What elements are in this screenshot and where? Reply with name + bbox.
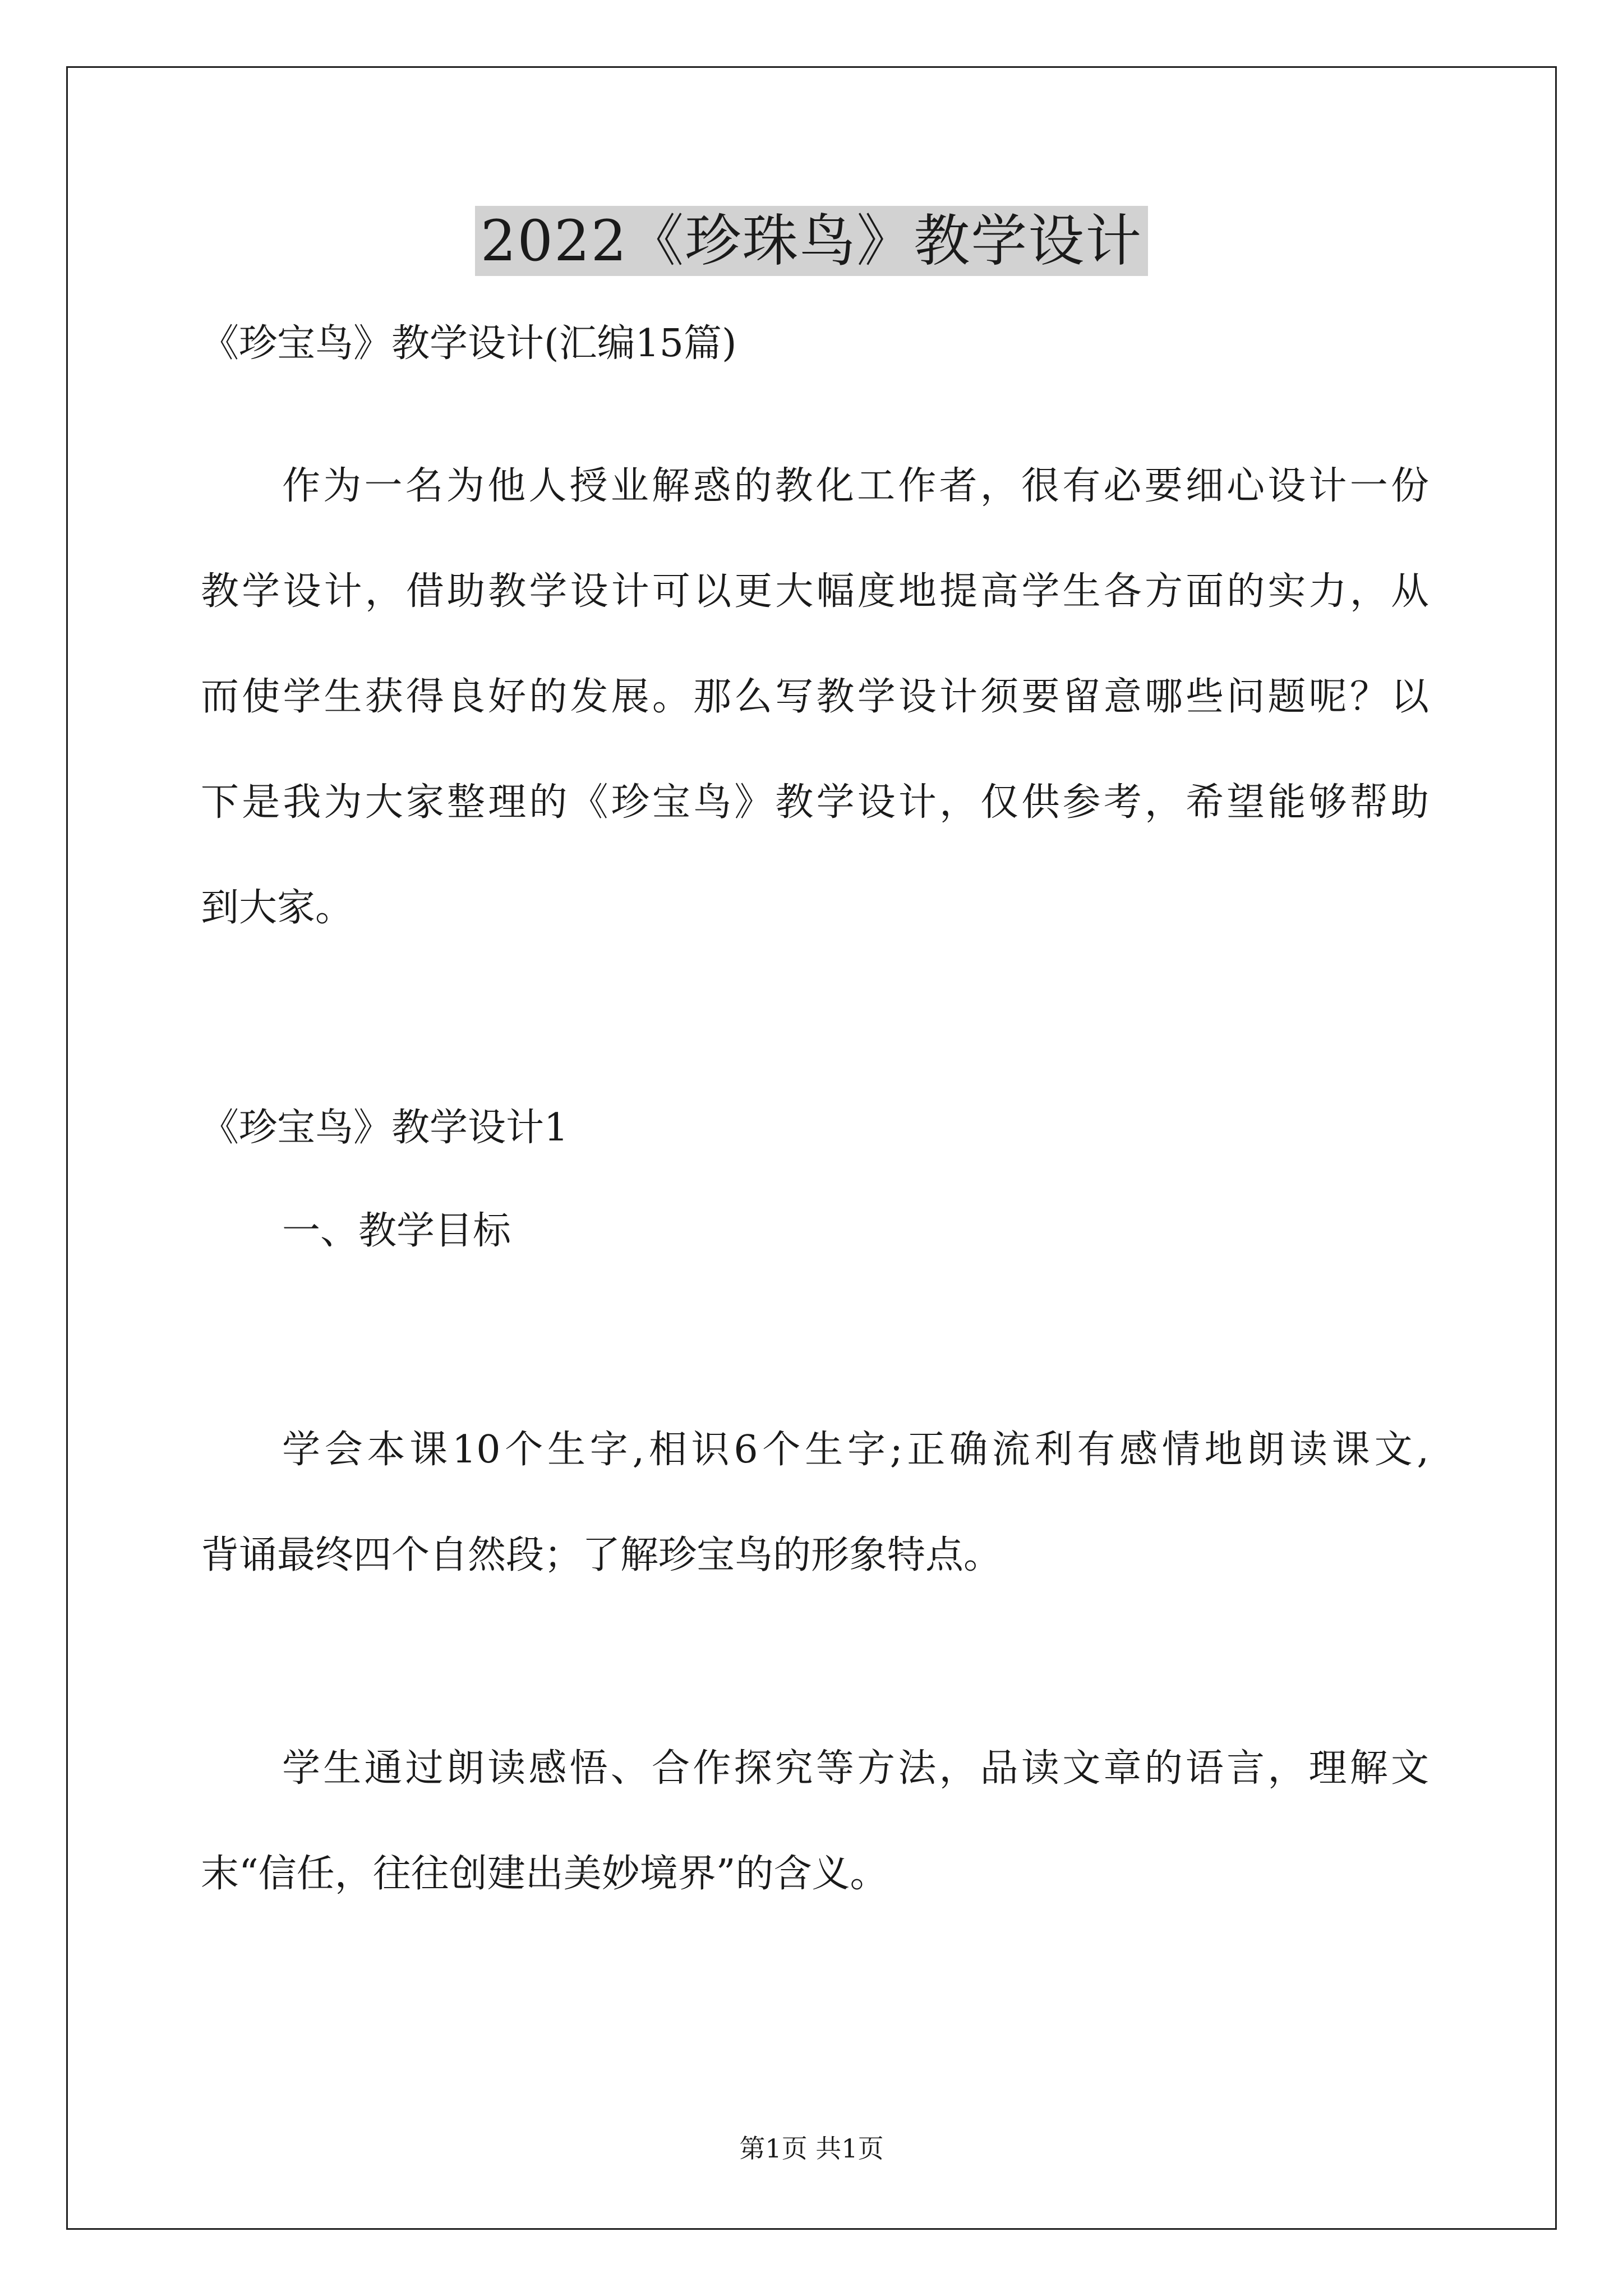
goal2-line-2: 末“信任，往往创建出美妙境界”的含义。 (201, 1852, 888, 1896)
intro-line-4: 下是我为大家整理的《珍宝鸟》教学设计，仅供参考，希望能够帮助 (201, 780, 1429, 825)
document-title-text: 2022《珍珠鸟》教学设计 (475, 206, 1149, 276)
document-subtitle: 《珍宝鸟》教学设计(汇编15篇) (201, 321, 737, 366)
intro-line-5: 到大家。 (201, 886, 354, 930)
intro-line-2: 教学设计，借助教学设计可以更大幅度地提高学生各方面的实力，从 (201, 569, 1429, 614)
intro-line-1: 作为一名为他人授业解惑的教化工作者，很有必要细心设计一份 (282, 464, 1429, 508)
page-footer: 第1页 共1页 (739, 2133, 884, 2164)
goal1-line-2: 背诵最终四个自然段；了解珍宝鸟的形象特点。 (201, 1533, 1002, 1577)
goal2-line-1: 学生通过朗读感悟、合作探究等方法，品读文章的语言，理解文 (282, 1746, 1429, 1791)
intro-line-3: 而使学生获得良好的发展。那么写教学设计须要留意哪些问题呢？以 (201, 675, 1429, 719)
document-title (0, 202, 1623, 280)
subsection-heading: 一、教学目标 (282, 1209, 511, 1253)
goal1-line-1: 学会本课10个生字,相识6个生字;正确流利有感情地朗读课文, (282, 1428, 1429, 1472)
section-heading: 《珍宝鸟》教学设计1 (201, 1106, 569, 1150)
